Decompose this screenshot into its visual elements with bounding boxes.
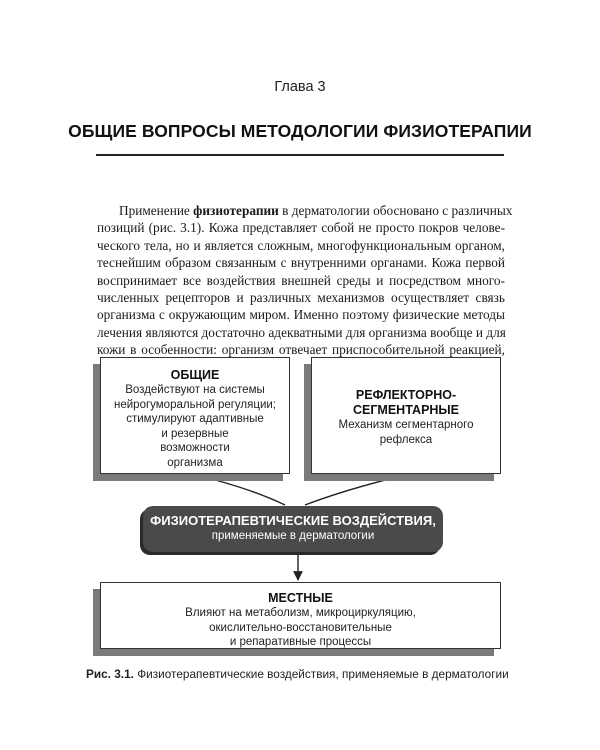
general-line: Воздействуют на системы xyxy=(125,384,265,396)
paragraph-line: воспринимает все воздействия внешней среды и посредством много- xyxy=(97,272,505,288)
local-effects-box xyxy=(100,582,501,649)
local-line: окислительно-восстановительные xyxy=(209,621,392,634)
local-line: Влияют на метаболизм, микроциркуляцию, xyxy=(185,607,416,619)
general-line: стимулируют адаптивные xyxy=(126,413,264,425)
physiotherapy-effects-box xyxy=(143,506,443,552)
reflex-line: Механизм сегментарного xyxy=(338,419,474,431)
arrow-to-general xyxy=(192,474,285,505)
reflex-heading: СЕГМЕНТАРНЫЕ xyxy=(352,403,460,417)
arrow-to-reflex xyxy=(305,474,410,505)
general-effects-box xyxy=(100,357,290,474)
figure-caption xyxy=(86,667,509,681)
caption-label: Рис. 3.1. xyxy=(86,667,134,681)
local-line: и репаративные процессы xyxy=(229,636,372,648)
paragraph-intro: Применение xyxy=(119,203,194,218)
paragraph-line: организма с окружающим миром. Именно поэтому физические методы xyxy=(97,307,505,323)
caption-text: Физиотерапевтические воздействия, применяемые в дерматологии xyxy=(133,667,509,681)
reflex-heading: РЕФЛЕКТОРНО- xyxy=(355,388,457,402)
chapter-label: Глава 3 xyxy=(274,79,326,95)
general-line: нейрогуморальной регуляции; xyxy=(114,398,276,411)
paragraph-intro-rest: в дерматологии обосновано с различных xyxy=(278,203,513,218)
general-line: организма xyxy=(167,456,223,469)
reflex-segmental-box xyxy=(311,357,501,474)
local-heading: МЕСТНЫЕ xyxy=(268,591,333,605)
page-title: ОБЩИЕ ВОПРОСЫ МЕТОДОЛОГИИ ФИЗИОТЕРАПИИ xyxy=(68,121,532,141)
general-heading: ОБЩИЕ xyxy=(170,368,220,382)
paragraph-line: кожи в особенности: организм отвечает приспособительной реакцией, xyxy=(97,342,505,358)
bold-term: физиотерапии xyxy=(193,203,279,218)
reflex-line: рефлекса xyxy=(379,433,433,446)
center-heading: ФИЗИОТЕРАПЕВТИЧЕСКИЕ ВОЗДЕЙСТВИЯ, xyxy=(150,513,436,528)
paragraph-line: численных рецепторов и различных механизмов осуществляет связь xyxy=(97,290,505,306)
paragraph-line: теснейшим образом связанным с внутренними органами. Кожа первой xyxy=(97,255,505,271)
paragraph-line: позиций (рис. 3.1). Кожа представляет собой не просто покров челове- xyxy=(97,220,505,236)
general-line: возможности xyxy=(160,442,230,454)
general-line: и резервные xyxy=(161,427,229,440)
paragraph-line: лечения являются достаточно адекватными для организма вообще и для xyxy=(97,324,506,340)
center-subtitle: применяемые в дерматологии xyxy=(211,530,375,542)
paragraph-line: ческого тела, но и является сложным, многофункциональным органом, xyxy=(97,237,505,253)
